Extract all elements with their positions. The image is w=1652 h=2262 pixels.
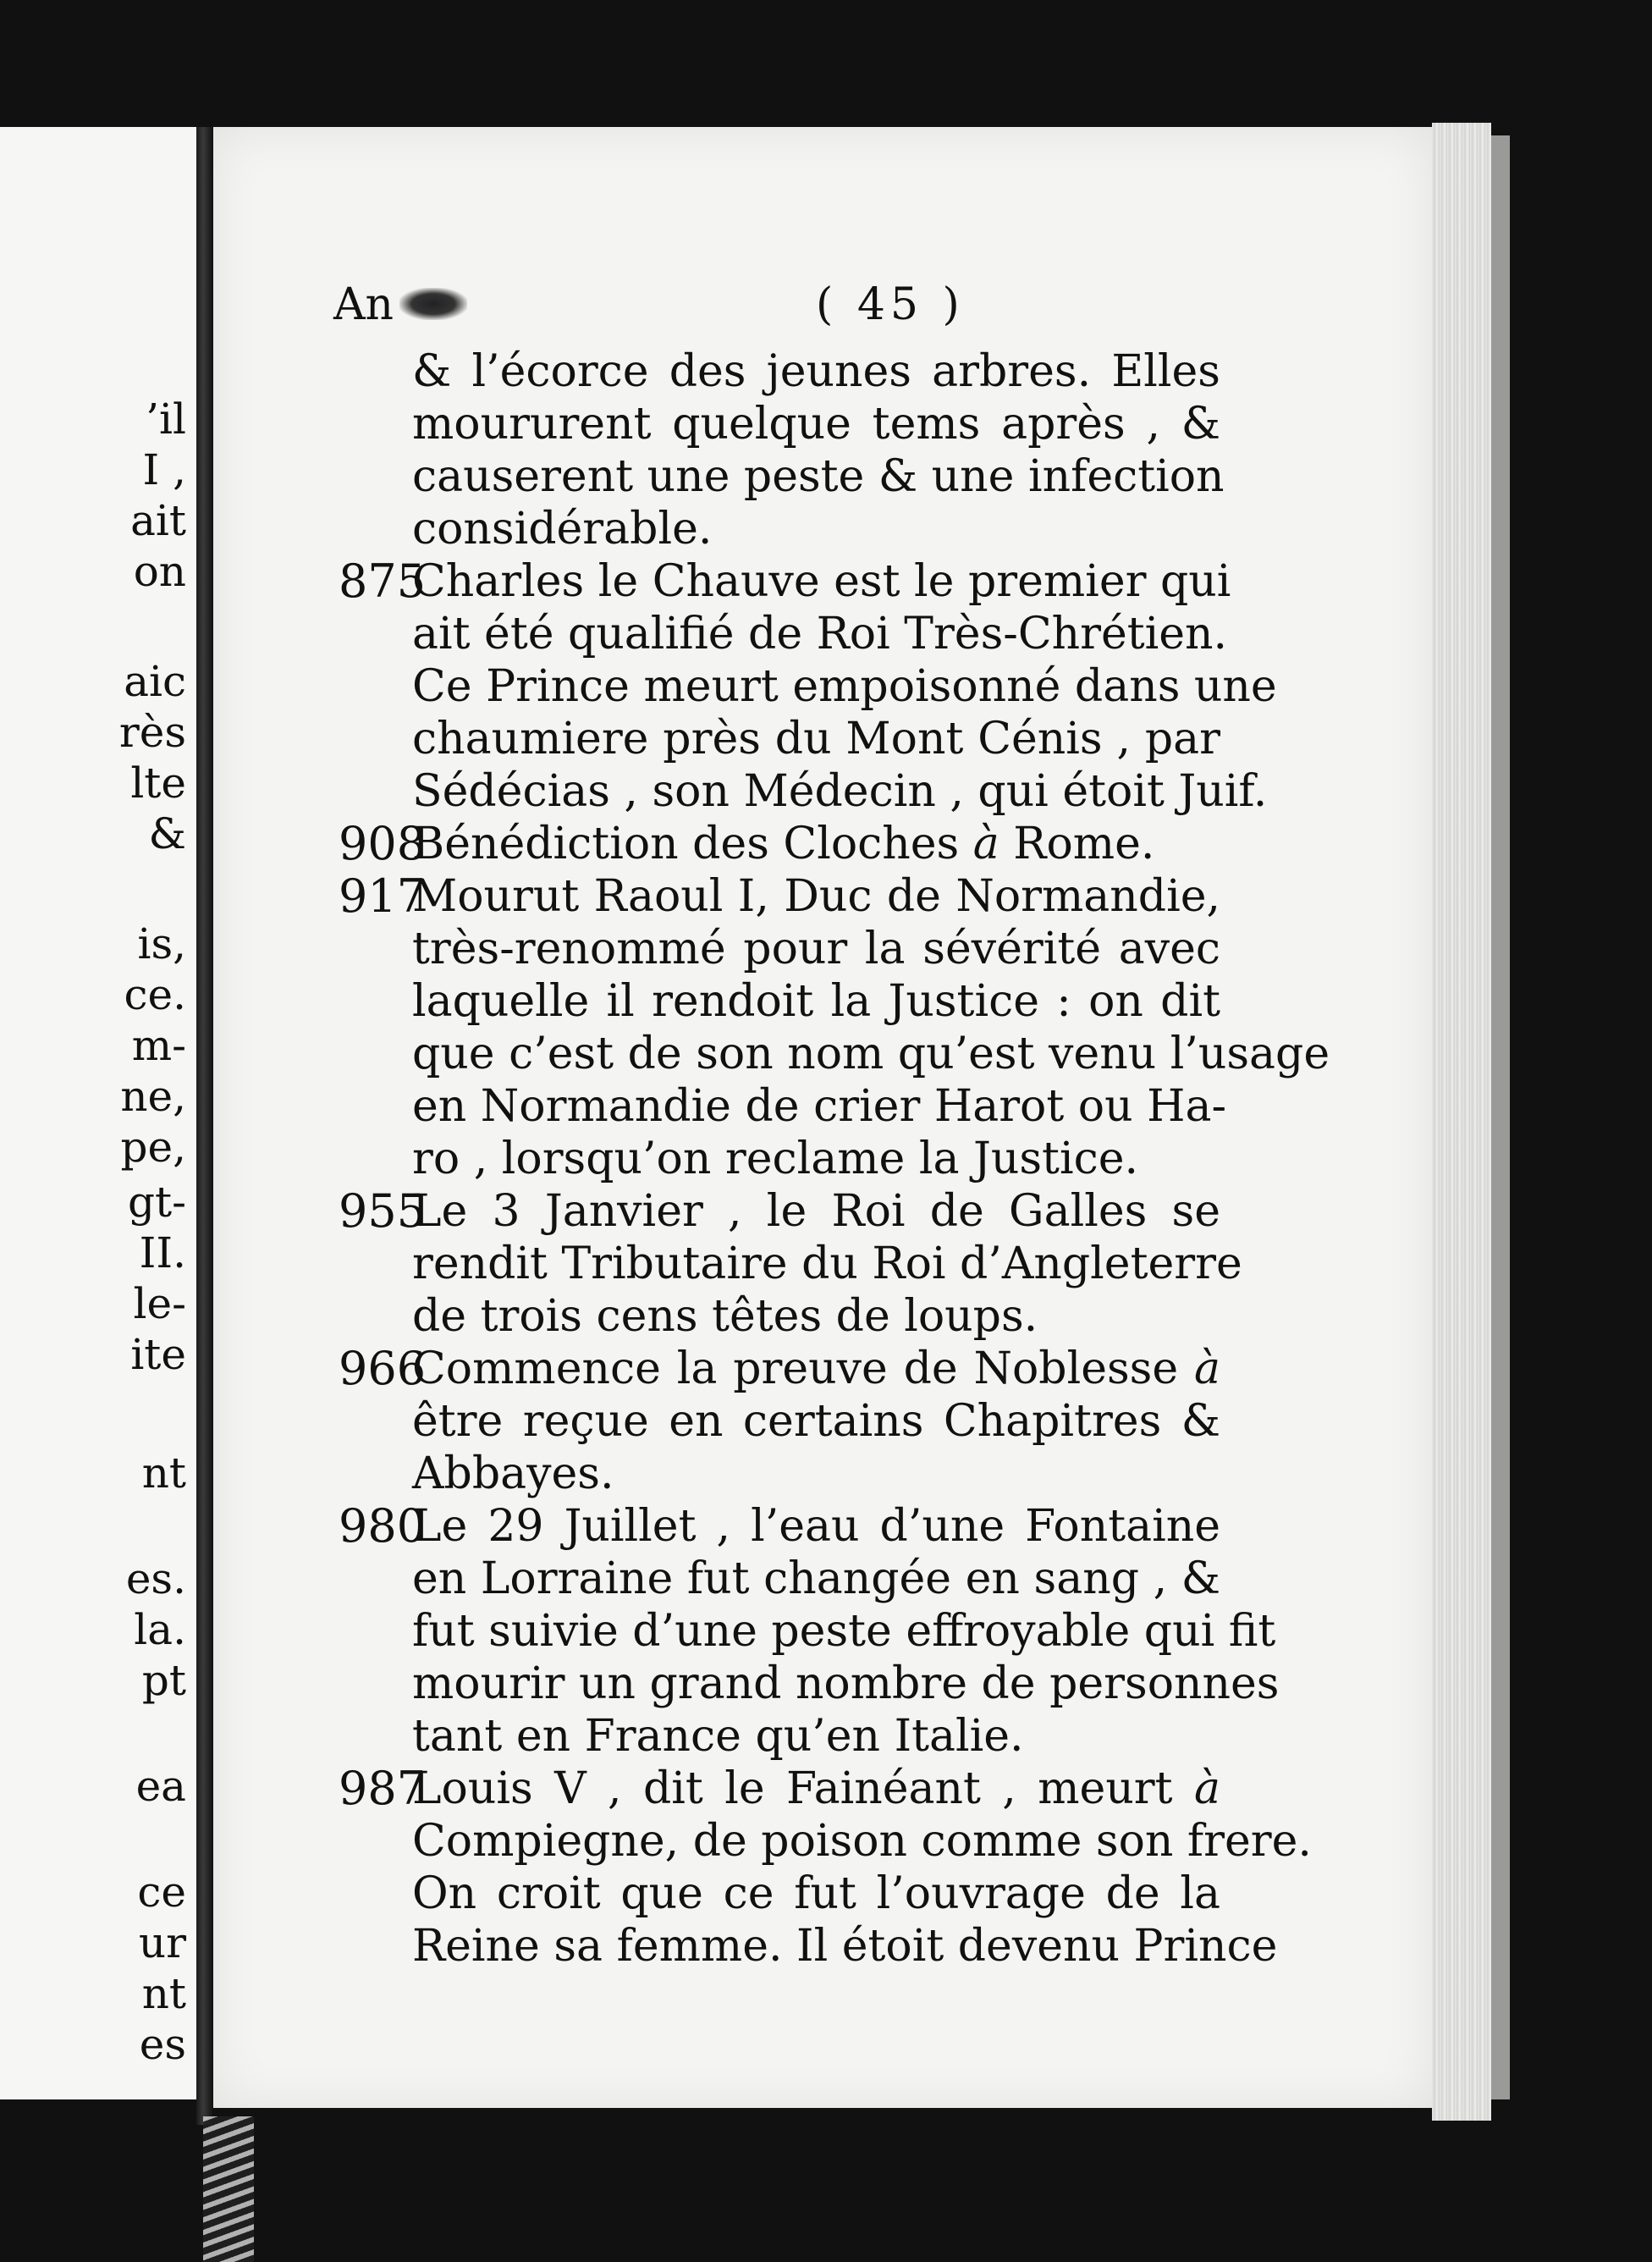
italic-preposition: à <box>972 819 999 869</box>
entry-year: 955 <box>339 1184 427 1238</box>
previous-page-text-fragment: II. <box>139 1228 186 1277</box>
entry-year: 908 <box>339 817 427 870</box>
chronology-entry-continued <box>213 345 1432 555</box>
entry-text-line: laquelle il rendoit la Justice : on dit <box>412 976 1220 1027</box>
previous-page-text-fragment: ait <box>130 496 186 545</box>
previous-page-text-fragment: ne, <box>120 1072 186 1121</box>
page-edges <box>1432 123 1491 2121</box>
entry-text-line: tant en France qu’en Italie. <box>412 1711 1024 1762</box>
previous-page-text-fragment: ite <box>130 1330 186 1379</box>
previous-page-text-fragment: pt <box>141 1656 186 1705</box>
entry-text-line: Commence la preuve de Noblesse à <box>412 1343 1220 1394</box>
entry-text-line: mourir un grand nombre de personnes <box>412 1658 1280 1709</box>
ink-smudge <box>399 288 467 320</box>
entry-text-line: Abbayes. <box>412 1448 614 1499</box>
entry-text-line: Le 29 Juillet , l’eau d’une Fontaine <box>412 1501 1220 1552</box>
entry-text-line: ait été qualifié de Roi Très-Chrétien. <box>412 609 1228 659</box>
previous-page-text-fragment: le- <box>133 1279 186 1328</box>
previous-page-text-fragment: es. <box>125 1554 186 1603</box>
entry-text-line: très-renommé pour la sévérité avec <box>412 924 1220 974</box>
previous-page-text-fragment: ce. <box>124 970 186 1019</box>
entry-text-line: en Normandie de crier Harot ou Ha- <box>412 1081 1227 1132</box>
entry-text-line: fut suivie d’une peste effroyable qui fit <box>412 1606 1276 1657</box>
page-number: ( 45 ) <box>816 279 965 330</box>
book-cover-edge <box>1491 135 1510 2099</box>
entry-text-line: causerent une peste & une infection <box>412 451 1225 502</box>
entry-text-line: moururent quelque tems après , & <box>412 399 1220 450</box>
previous-page-text-fragment: gt- <box>128 1178 186 1227</box>
entry-text-line: Compiegne, de poison comme son frere. <box>412 1816 1312 1867</box>
entry-text-line: considérable. <box>412 504 713 554</box>
entry-year: 987 <box>339 1762 427 1815</box>
previous-page-text-fragment: nt <box>141 1969 186 2018</box>
chronology-entry-908 <box>213 818 1432 870</box>
previous-page-text-fragment: es <box>139 2020 186 2069</box>
previous-page-text-fragment: pe, <box>120 1123 186 1172</box>
entry-text-line: être reçue en certains Chapitres & <box>412 1396 1220 1447</box>
entry-text-line: Louis V , dit le Fainéant , meurt à <box>412 1763 1220 1814</box>
entry-text-line: ro , lorsqu’on reclame la Justice. <box>412 1134 1138 1184</box>
italic-preposition: à <box>1193 1763 1220 1814</box>
entry-year: 875 <box>339 554 427 608</box>
running-head <box>333 279 1332 339</box>
previous-page-text-fragment: lte <box>130 759 186 808</box>
entry-text-line: de trois cens têtes de loups. <box>412 1291 1038 1342</box>
previous-page-text-fragment: ur <box>138 1918 186 1967</box>
previous-page-text-fragment: ce <box>137 1868 186 1917</box>
binding-thread <box>203 2116 254 2262</box>
entry-text-line: Le 3 Janvier , le Roi de Galles se <box>412 1186 1220 1237</box>
entry-text-line: Bénédiction des Cloches à Rome. <box>412 819 1155 869</box>
previous-page-text-fragment: la. <box>134 1605 186 1654</box>
entry-text-line: en Lorraine fut changée en sang , & <box>412 1553 1220 1604</box>
entry-year: 980 <box>339 1499 427 1553</box>
chronology-entry-955 <box>213 1185 1432 1343</box>
previous-page-text-fragment: nt <box>141 1448 186 1498</box>
entry-text-line: Sédécias , son Médecin , qui étoit Juif. <box>412 766 1268 817</box>
chronology-entries <box>213 345 1432 1972</box>
entry-text-line: Ce Prince meurt empoisonné dans une <box>412 661 1277 712</box>
entry-year: 917 <box>339 869 427 923</box>
entry-text-line: rendit Tributaire du Roi d’Angleterre <box>412 1239 1242 1289</box>
entry-year: 966 <box>339 1342 427 1395</box>
previous-page-text-fragment: ea <box>135 1762 186 1811</box>
entry-text-line: Mourut Raoul I, Duc de Normandie, <box>412 871 1220 922</box>
previous-page-text-fragment: m- <box>131 1021 186 1070</box>
entry-text-line: On croit que ce fut l’ouvrage de la <box>412 1868 1220 1919</box>
previous-page-text-fragment: rès <box>118 708 186 757</box>
italic-preposition: à <box>1193 1343 1220 1394</box>
previous-page-text-fragment: on <box>133 547 186 596</box>
book-page <box>213 127 1432 2108</box>
entry-text-line: Reine sa femme. Il étoit devenu Prince <box>412 1921 1278 1972</box>
previous-page-text-fragment: ’il <box>146 394 186 444</box>
entry-text-line: Charles le Chauve est le premier qui <box>412 556 1231 607</box>
running-head-left: An <box>333 279 394 330</box>
chronology-entry-917 <box>213 870 1432 1185</box>
chronology-entry-875 <box>213 555 1432 818</box>
previous-page-text-fragment: I , <box>142 445 186 494</box>
book-gutter <box>196 127 213 2125</box>
previous-page-text-fragment: is, <box>137 919 186 968</box>
previous-page-text-fragment: & <box>148 809 186 858</box>
chronology-entry-966 <box>213 1343 1432 1500</box>
previous-page-text-fragment: aic <box>124 657 186 706</box>
previous-page-fragment <box>0 127 196 2099</box>
entry-text-line: chaumiere près du Mont Cénis , par <box>412 714 1220 764</box>
entry-text-line: & l’écorce des jeunes arbres. Elles <box>412 346 1220 397</box>
entry-text-line: que c’est de son nom qu’est venu l’usage <box>412 1029 1330 1079</box>
chronology-entry-987 <box>213 1763 1432 1972</box>
chronology-entry-980 <box>213 1500 1432 1763</box>
